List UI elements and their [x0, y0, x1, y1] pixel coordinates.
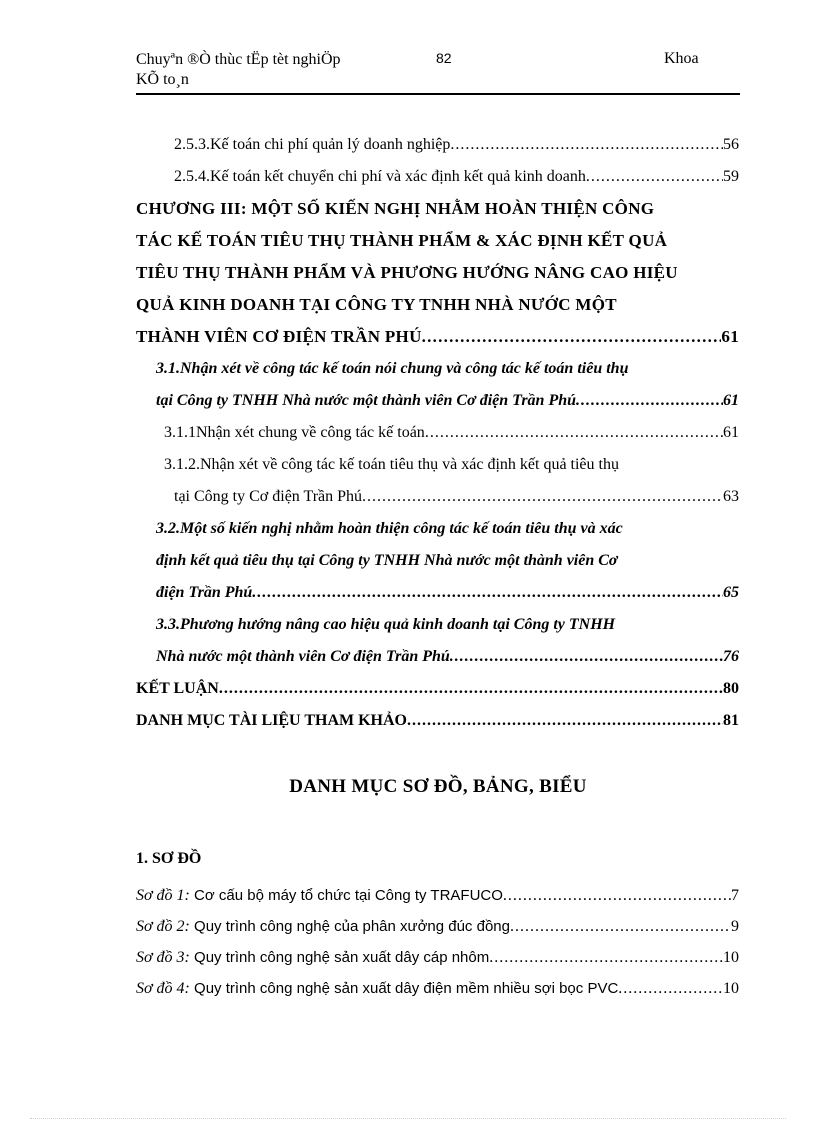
figure-entry: Sơ đồ 3: Quy trình công nghệ sản xuất dây cáp nhôm . . . 10 — [136, 942, 739, 973]
figure-entry: Sơ đồ 2: Quy trình công nghệ của phân xưởng đúc đồng . . . 9 — [136, 911, 739, 942]
figure-list-section-heading: 1. SƠ ĐỒ — [136, 850, 202, 867]
figure-list-title: DANH MỤC SƠ ĐỒ, BẢNG, BIỂU — [289, 776, 587, 797]
toc-entry-3-3: 3.3.Phương hướng nâng cao hiệu quả kinh doanh tại Công ty TNHH Nhà nước một thành viên Cơ điện Trần Phú . . . 76 — [136, 609, 739, 673]
running-header-right: Khoa — [664, 50, 699, 67]
table-of-contents — [136, 129, 739, 737]
page-bottom-divider — [30, 1118, 786, 1119]
running-header-left — [136, 50, 341, 90]
toc-entry-2-5-4: 2.5.4.Kế toán kết chuyển chi phí và xác định kết quả kinh doanh . . . 59 — [136, 161, 739, 193]
figure-entry: Sơ đồ 1: Cơ cấu bộ máy tổ chức tại Công ty TRAFUCO . . . 7 — [136, 880, 739, 911]
toc-entry-3-1: 3.1.Nhận xét về công tác kế toán nói chung và công tác kế toán tiêu thụ tại Công ty TNHH Nhà nước một thành viên Cơ điện Trần Phú . . . 61 — [136, 353, 739, 417]
page-number: 82 — [436, 50, 452, 66]
figure-list — [136, 880, 739, 1004]
toc-entry-3-1-2: 3.1.2.Nhận xét về công tác kế toán tiêu thụ và xác định kết quả tiêu thụ tại Công ty Cơ điện Trần Phú . . . 63 — [136, 449, 739, 513]
figure-entry: Sơ đồ 4: Quy trình công nghệ sản xuất dây điện mềm nhiều sợi bọc PVC . . . 10 — [136, 973, 739, 1004]
toc-entry-references: DANH MỤC TÀI LIỆU THAM KHẢO . . . 81 — [136, 705, 739, 737]
toc-chapter-3: CHƯƠNG III: MỘT SỐ KIẾN NGHỊ NHẰM HOÀN THIỆN CÔNG TÁC KẾ TOÁN TIÊU THỤ THÀNH PHẨM & XÁC ĐỊNH KẾT QUẢ TIÊU THỤ THÀNH PHẨM VÀ PHƯƠNG HƯỚNG NÂNG CAO HIỆU QUẢ KINH DOANH TẠI CÔNG TY TNHH NHÀ NƯỚC MỘT THÀNH VIÊN CƠ ĐIỆN TRẦN PHÚ . . . 61 — [136, 193, 739, 353]
header-title-line1: Chuyªn ®Ò thùc tËp tèt nghiÖp — [136, 51, 341, 68]
toc-entry-2-5-3: 2.5.3.Kế toán chi phí quản lý doanh nghiệp . . . 56 — [136, 129, 739, 161]
header-title-line2: KÕ to¸n — [136, 71, 189, 88]
toc-entry-3-1-1: 3.1.1Nhận xét chung về công tác kế toán . . . 61 — [136, 417, 739, 449]
header-rule — [136, 93, 740, 95]
toc-entry-3-2: 3.2.Một số kiến nghị nhằm hoàn thiện công tác kế toán tiêu thụ và xác định kết quả tiêu thụ tại Công ty TNHH Nhà nước một thành viên Cơ điện Trần Phú . . . 65 — [136, 513, 739, 609]
toc-entry-conclusion: KẾT LUẬN . . . 80 — [136, 673, 739, 705]
